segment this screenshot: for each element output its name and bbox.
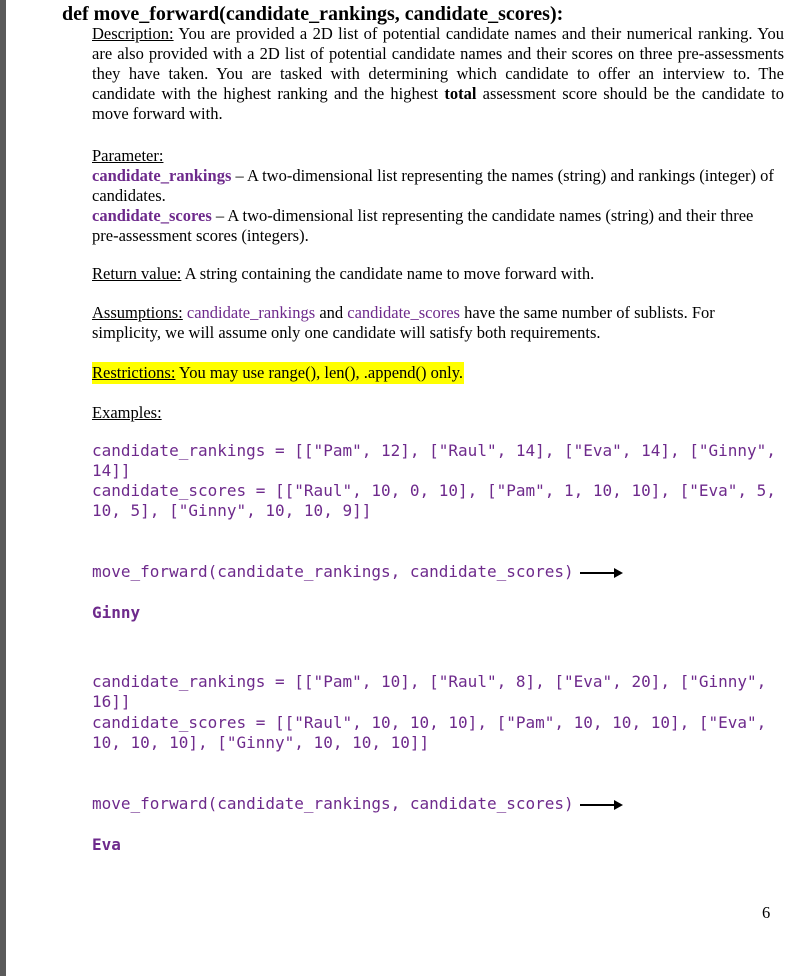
restrictions-highlight [92,362,464,384]
parameter-item [92,206,784,246]
arrow-right-icon [580,568,624,578]
example-rankings-code: candidate_rankings = [["Pam", 12], ["Raul", 14], ["Eva", 14], ["Ginny", 14]] [92,441,776,480]
assumptions-section [92,303,784,343]
example-call-line [92,562,782,582]
parameters-section [92,146,784,246]
function-signature: def move_forward(candidate_rankings, candidate_scores): [62,3,564,25]
page-number: 6 [762,903,771,922]
return-value-text: A string containing the candidate name to move forward with. [181,264,595,283]
example-call: move_forward(candidate_rankings, candidate_scores) [92,562,574,581]
description-bold-word: total [444,84,477,103]
examples-label: Examples: [92,403,162,422]
return-value-section [92,264,784,284]
example-result: Eva [92,835,121,854]
example-rankings-code: candidate_rankings = [["Pam", 10], ["Raul", 8], ["Eva", 20], ["Ginny", 16]] [92,672,767,711]
example-scores-code: candidate_scores = [["Raul", 10, 10, 10], ["Pam", 10, 10, 10], ["Eva", 10, 10, 10], ["Ginny", 10, 10, 10]] [92,713,767,752]
example-result: Ginny [92,603,141,622]
parameter-name: candidate_rankings [92,166,232,185]
example-call: move_forward(candidate_rankings, candidate_scores) [92,794,574,813]
parameter-description: – A two-dimensional list representing the names (string) and rankings (integer) of candidates. [92,166,774,205]
parameter-description: – A two-dimensional list representing the candidate names (string) and their three pre-assessment scores (integers). [92,206,754,245]
assumption-term: candidate_scores [347,303,460,322]
example-scores-code: candidate_scores = [["Raul", 10, 0, 10], ["Pam", 1, 10, 10], ["Eva", 5, 10, 5], ["Ginny", 10, 10, 9]] [92,481,776,520]
assumptions-text: have the same number of sublists. For simplicity, we will assume only one candidate will satisfy both requirements. [92,303,715,342]
description-label: Description: [92,24,174,43]
return-value-label: Return value: [92,264,182,283]
restrictions-text: You may use range(), len(), .append() only. [175,363,464,382]
parameter-item [92,166,784,206]
assumption-term: candidate_rankings [186,303,316,322]
restrictions-section [92,363,784,383]
parameter-name: candidate_scores [92,206,212,225]
parameters-label: Parameter: [92,146,164,165]
example-call-line [92,794,782,814]
description-paragraph [92,24,784,124]
assumption-joiner: and [315,303,348,322]
description-text: You are provided a 2D list of potential candidate names and their numerical ranking. You are also provided with a 2D list of potential candidate names and their scores on three pre-assessments they have taken. You are tasked with determining which candidate to offer an interview to. The candidate with the highest ranking and the highest [92,24,784,103]
description-text-end: assessment score should be the candidate to move forward with. [92,84,784,123]
assumptions-label: Assumptions: [92,303,183,322]
arrow-right-icon [580,800,624,810]
restrictions-label: Restrictions: [92,363,176,382]
